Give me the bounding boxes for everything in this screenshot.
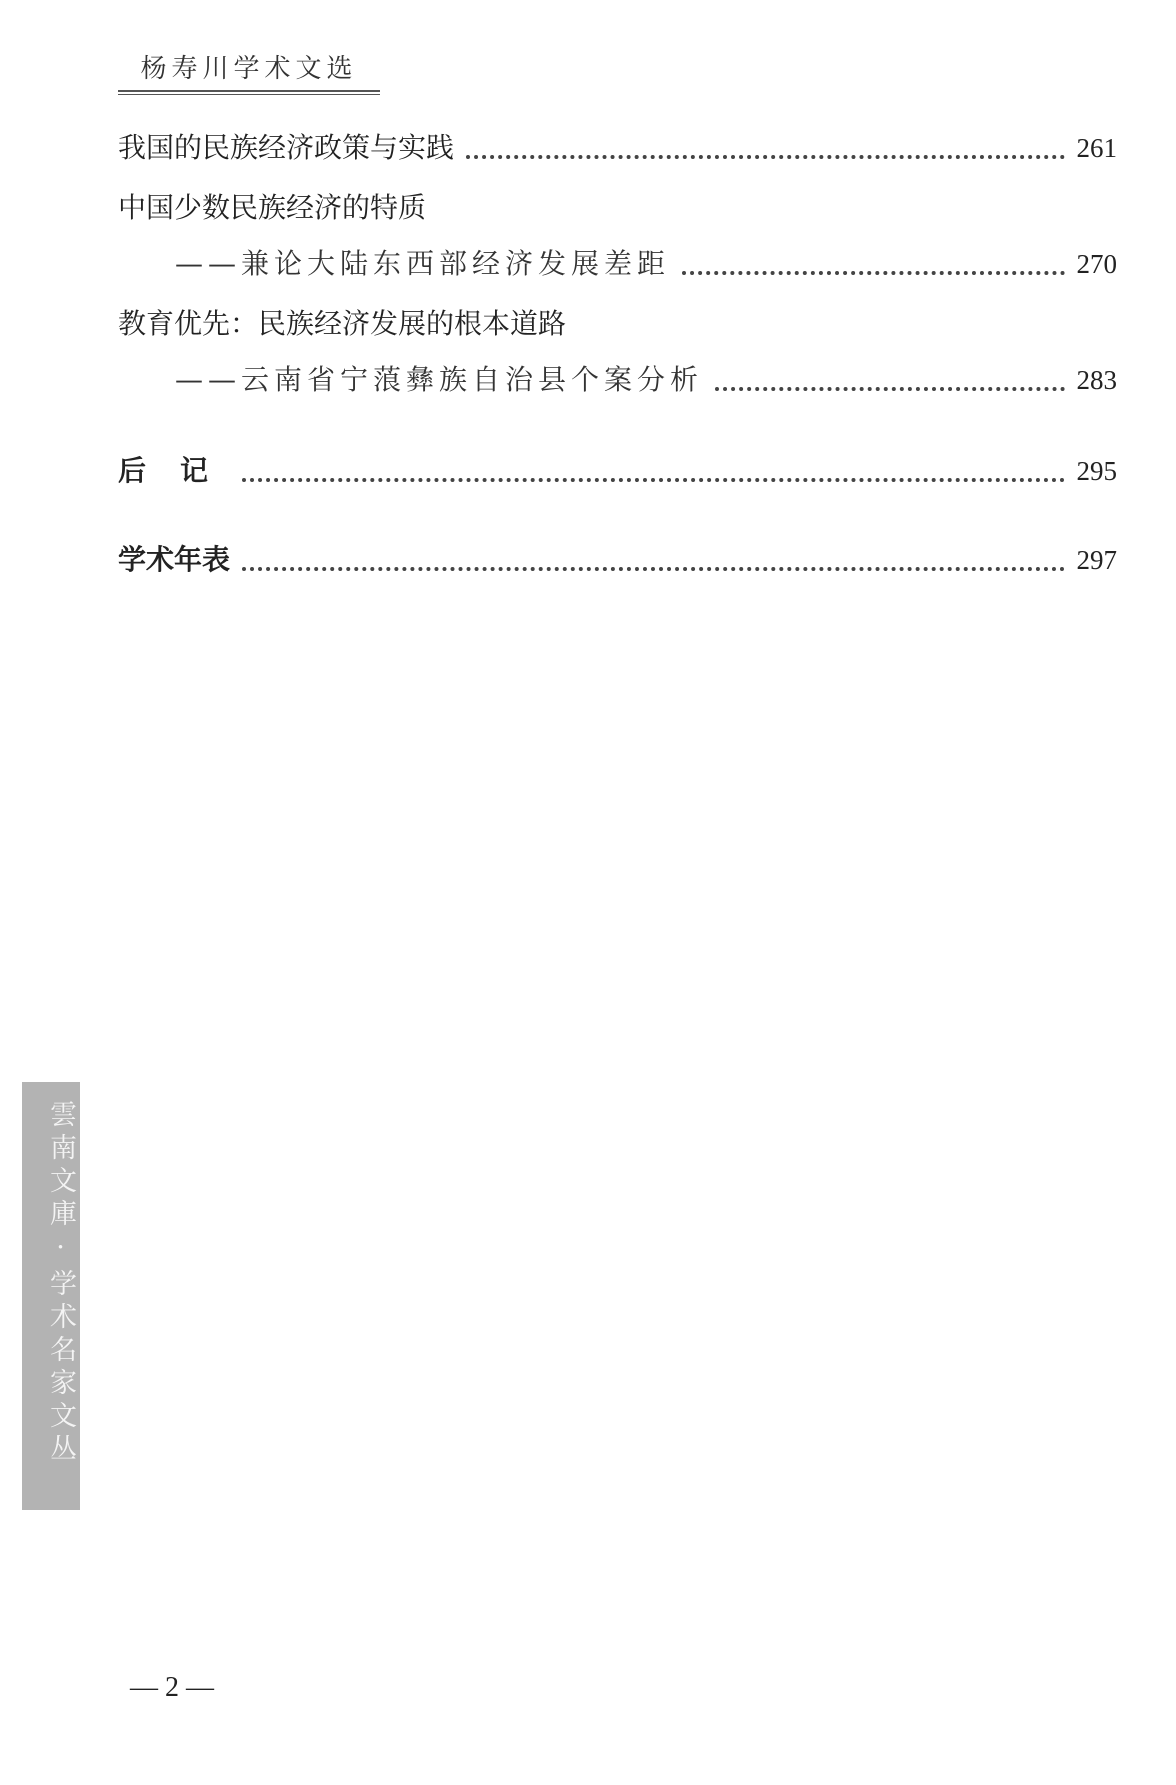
toc-entry[interactable]	[118, 302, 1117, 346]
toc-entry-chronology[interactable]	[118, 538, 1117, 582]
page-number: — 2 —	[130, 1672, 214, 1703]
running-head: 杨寿川学术文选	[140, 54, 358, 84]
toc-entry[interactable]	[118, 186, 1117, 230]
toc-entry-page: 270	[1076, 249, 1117, 279]
toc-leader	[715, 387, 1064, 391]
toc-entry-title: 我国的民族经济政策与实践	[118, 131, 455, 164]
toc-entry-page: 297	[1076, 545, 1117, 575]
running-head-rule	[118, 90, 380, 95]
toc-entry-title: 教育优先：民族经济发展的根本道路	[118, 307, 567, 340]
toc-entry-title: 中国少数民族经济的特质	[118, 191, 427, 224]
toc-entry-subtitle[interactable]	[175, 358, 1117, 402]
toc-subtitle-text: ——云南省宁蒗彝族自治县个案分析	[175, 363, 704, 396]
toc-leader	[242, 567, 1064, 571]
toc-entry-subtitle[interactable]	[175, 242, 1117, 286]
toc-entry-page: 261	[1076, 133, 1117, 163]
toc-entry-postscript[interactable]	[118, 449, 1117, 493]
toc-entry-title: 后记	[118, 454, 243, 487]
toc-entry-page: 283	[1076, 365, 1117, 395]
toc-entry-page: 295	[1076, 456, 1117, 486]
series-side-strip	[22, 1082, 80, 1510]
toc-entry[interactable]	[118, 126, 1117, 170]
toc-subtitle-text: ——兼论大陆东西部经济发展差距	[175, 247, 671, 280]
toc-entry-title: 学术年表	[118, 543, 231, 576]
toc-leader	[242, 478, 1064, 482]
toc-leader	[682, 271, 1064, 275]
toc-leader	[466, 155, 1064, 159]
series-side-strip-text: 雲南文庫·学术名家文丛	[45, 1100, 76, 1467]
